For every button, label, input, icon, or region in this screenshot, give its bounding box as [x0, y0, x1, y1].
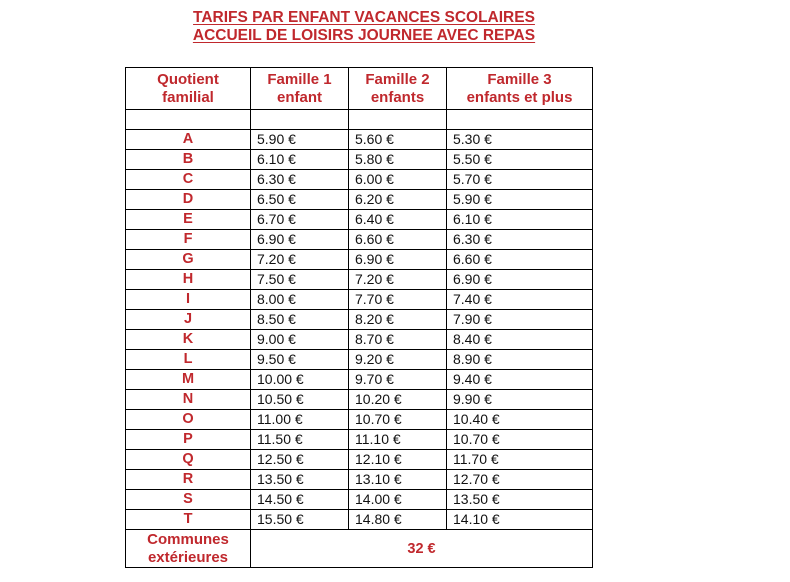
- price-famille-2: 6.90 €: [349, 250, 447, 270]
- table-row: [126, 410, 593, 430]
- price-famille-1: 6.50 €: [251, 190, 349, 210]
- price-famille-1: 8.00 €: [251, 290, 349, 310]
- quotient-cell: G: [126, 250, 251, 270]
- price-famille-3: 5.50 €: [447, 150, 593, 170]
- price-famille-2: 11.10 €: [349, 430, 447, 450]
- table-row: [126, 210, 593, 230]
- quotient-cell: Q: [126, 450, 251, 470]
- price-famille-1: 7.20 €: [251, 250, 349, 270]
- quotient-cell: B: [126, 150, 251, 170]
- quotient-cell: O: [126, 410, 251, 430]
- price-famille-1: 9.50 €: [251, 350, 349, 370]
- header-quotient-line-2: familial: [162, 88, 214, 106]
- price-famille-1: 12.50 €: [251, 450, 349, 470]
- price-famille-1: 10.00 €: [251, 370, 349, 390]
- price-famille-3: 7.40 €: [447, 290, 593, 310]
- price-famille-1: 6.70 €: [251, 210, 349, 230]
- header-famille-2-line-2: enfants: [370, 88, 425, 106]
- price-famille-2: 7.20 €: [349, 270, 447, 290]
- price-famille-2: 7.70 €: [349, 290, 447, 310]
- price-famille-2: 13.10 €: [349, 470, 447, 490]
- price-famille-1: 14.50 €: [251, 490, 349, 510]
- table-header-row: [126, 68, 593, 110]
- table-row: [126, 350, 593, 370]
- quotient-cell: K: [126, 330, 251, 350]
- title-line-1: TARIFS PAR ENFANT VACANCES SCOLAIRES: [193, 9, 535, 26]
- table-row: [126, 310, 593, 330]
- title-line-2: ACCUEIL DE LOISIRS JOURNEE AVEC REPAS: [192, 27, 536, 44]
- header-quotient-line-1: Quotient: [157, 70, 219, 88]
- quotient-cell: S: [126, 490, 251, 510]
- price-famille-3: 5.90 €: [447, 190, 593, 210]
- price-famille-3: 9.90 €: [447, 390, 593, 410]
- price-famille-3: 8.40 €: [447, 330, 593, 350]
- price-famille-2: 14.80 €: [349, 510, 447, 530]
- price-famille-1: 11.50 €: [251, 430, 349, 450]
- spacer-cell: [251, 110, 349, 130]
- price-famille-3: 10.70 €: [447, 430, 593, 450]
- table-row: [126, 190, 593, 210]
- header-famille-1-line-2: enfant: [277, 88, 322, 106]
- price-famille-3: 12.70 €: [447, 470, 593, 490]
- header-famille-3: [447, 68, 593, 110]
- price-famille-3: 10.40 €: [447, 410, 593, 430]
- quotient-cell: L: [126, 350, 251, 370]
- table-row: [126, 150, 593, 170]
- table-row: [126, 170, 593, 190]
- document-title: [0, 9, 728, 45]
- table-row: [126, 270, 593, 290]
- price-famille-3: 5.70 €: [447, 170, 593, 190]
- table-row: [126, 130, 593, 150]
- price-famille-2: 6.40 €: [349, 210, 447, 230]
- header-famille-3-line-1: Famille 3: [487, 70, 552, 88]
- spacer-cell: [349, 110, 447, 130]
- price-famille-2: 5.60 €: [349, 130, 447, 150]
- price-famille-2: 14.00 €: [349, 490, 447, 510]
- price-famille-3: 6.30 €: [447, 230, 593, 250]
- price-famille-3: 6.10 €: [447, 210, 593, 230]
- table-row: [126, 490, 593, 510]
- table-row: [126, 470, 593, 490]
- price-famille-2: 6.00 €: [349, 170, 447, 190]
- table-row: [126, 370, 593, 390]
- price-famille-2: 5.80 €: [349, 150, 447, 170]
- price-famille-1: 9.00 €: [251, 330, 349, 350]
- price-famille-3: 6.90 €: [447, 270, 593, 290]
- table-row: [126, 290, 593, 310]
- quotient-cell: D: [126, 190, 251, 210]
- price-famille-2: 9.70 €: [349, 370, 447, 390]
- price-famille-1: 6.30 €: [251, 170, 349, 190]
- price-famille-3: 9.40 €: [447, 370, 593, 390]
- table-row: [126, 450, 593, 470]
- price-famille-3: 5.30 €: [447, 130, 593, 150]
- spacer-cell: [447, 110, 593, 130]
- price-famille-3: 13.50 €: [447, 490, 593, 510]
- quotient-cell: H: [126, 270, 251, 290]
- price-famille-3: 11.70 €: [447, 450, 593, 470]
- quotient-cell: N: [126, 390, 251, 410]
- price-famille-1: 6.90 €: [251, 230, 349, 250]
- quotient-cell: I: [126, 290, 251, 310]
- price-famille-2: 6.60 €: [349, 230, 447, 250]
- price-famille-1: 5.90 €: [251, 130, 349, 150]
- quotient-cell: P: [126, 430, 251, 450]
- header-quotient: [126, 68, 251, 110]
- price-famille-2: 10.20 €: [349, 390, 447, 410]
- quotient-cell: M: [126, 370, 251, 390]
- quotient-cell: J: [126, 310, 251, 330]
- price-famille-1: 10.50 €: [251, 390, 349, 410]
- price-famille-2: 12.10 €: [349, 450, 447, 470]
- footer-label-line-2: extérieures: [147, 548, 229, 566]
- header-famille-2: [349, 68, 447, 110]
- price-famille-3: 8.90 €: [447, 350, 593, 370]
- tariff-table: [125, 67, 593, 568]
- header-famille-2-line-1: Famille 2: [365, 70, 430, 88]
- price-famille-2: 8.70 €: [349, 330, 447, 350]
- table-row: [126, 430, 593, 450]
- footer-row: [126, 530, 593, 568]
- price-famille-3: 7.90 €: [447, 310, 593, 330]
- price-famille-3: 14.10 €: [447, 510, 593, 530]
- price-famille-1: 15.50 €: [251, 510, 349, 530]
- flat-price: 32 €: [251, 530, 593, 568]
- price-famille-1: 13.50 €: [251, 470, 349, 490]
- price-famille-3: 6.60 €: [447, 250, 593, 270]
- price-famille-1: 6.10 €: [251, 150, 349, 170]
- quotient-cell: T: [126, 510, 251, 530]
- table-row: [126, 330, 593, 350]
- price-famille-1: 11.00 €: [251, 410, 349, 430]
- quotient-cell: E: [126, 210, 251, 230]
- price-famille-2: 8.20 €: [349, 310, 447, 330]
- footer-label-line-1: Communes: [147, 530, 229, 548]
- header-famille-1-line-1: Famille 1: [267, 70, 332, 88]
- header-famille-1: [251, 68, 349, 110]
- header-famille-3-line-2: enfants et plus: [466, 88, 573, 106]
- quotient-cell: F: [126, 230, 251, 250]
- price-famille-2: 10.70 €: [349, 410, 447, 430]
- price-famille-1: 7.50 €: [251, 270, 349, 290]
- spacer-cell: [126, 110, 251, 130]
- table-row: [126, 510, 593, 530]
- quotient-cell: C: [126, 170, 251, 190]
- quotient-cell: A: [126, 130, 251, 150]
- table-row: [126, 230, 593, 250]
- price-famille-1: 8.50 €: [251, 310, 349, 330]
- communes-exterieures-label: [126, 530, 251, 568]
- price-famille-2: 6.20 €: [349, 190, 447, 210]
- spacer-row: [126, 110, 593, 130]
- quotient-cell: R: [126, 470, 251, 490]
- table-row: [126, 390, 593, 410]
- table-row: [126, 250, 593, 270]
- price-famille-2: 9.20 €: [349, 350, 447, 370]
